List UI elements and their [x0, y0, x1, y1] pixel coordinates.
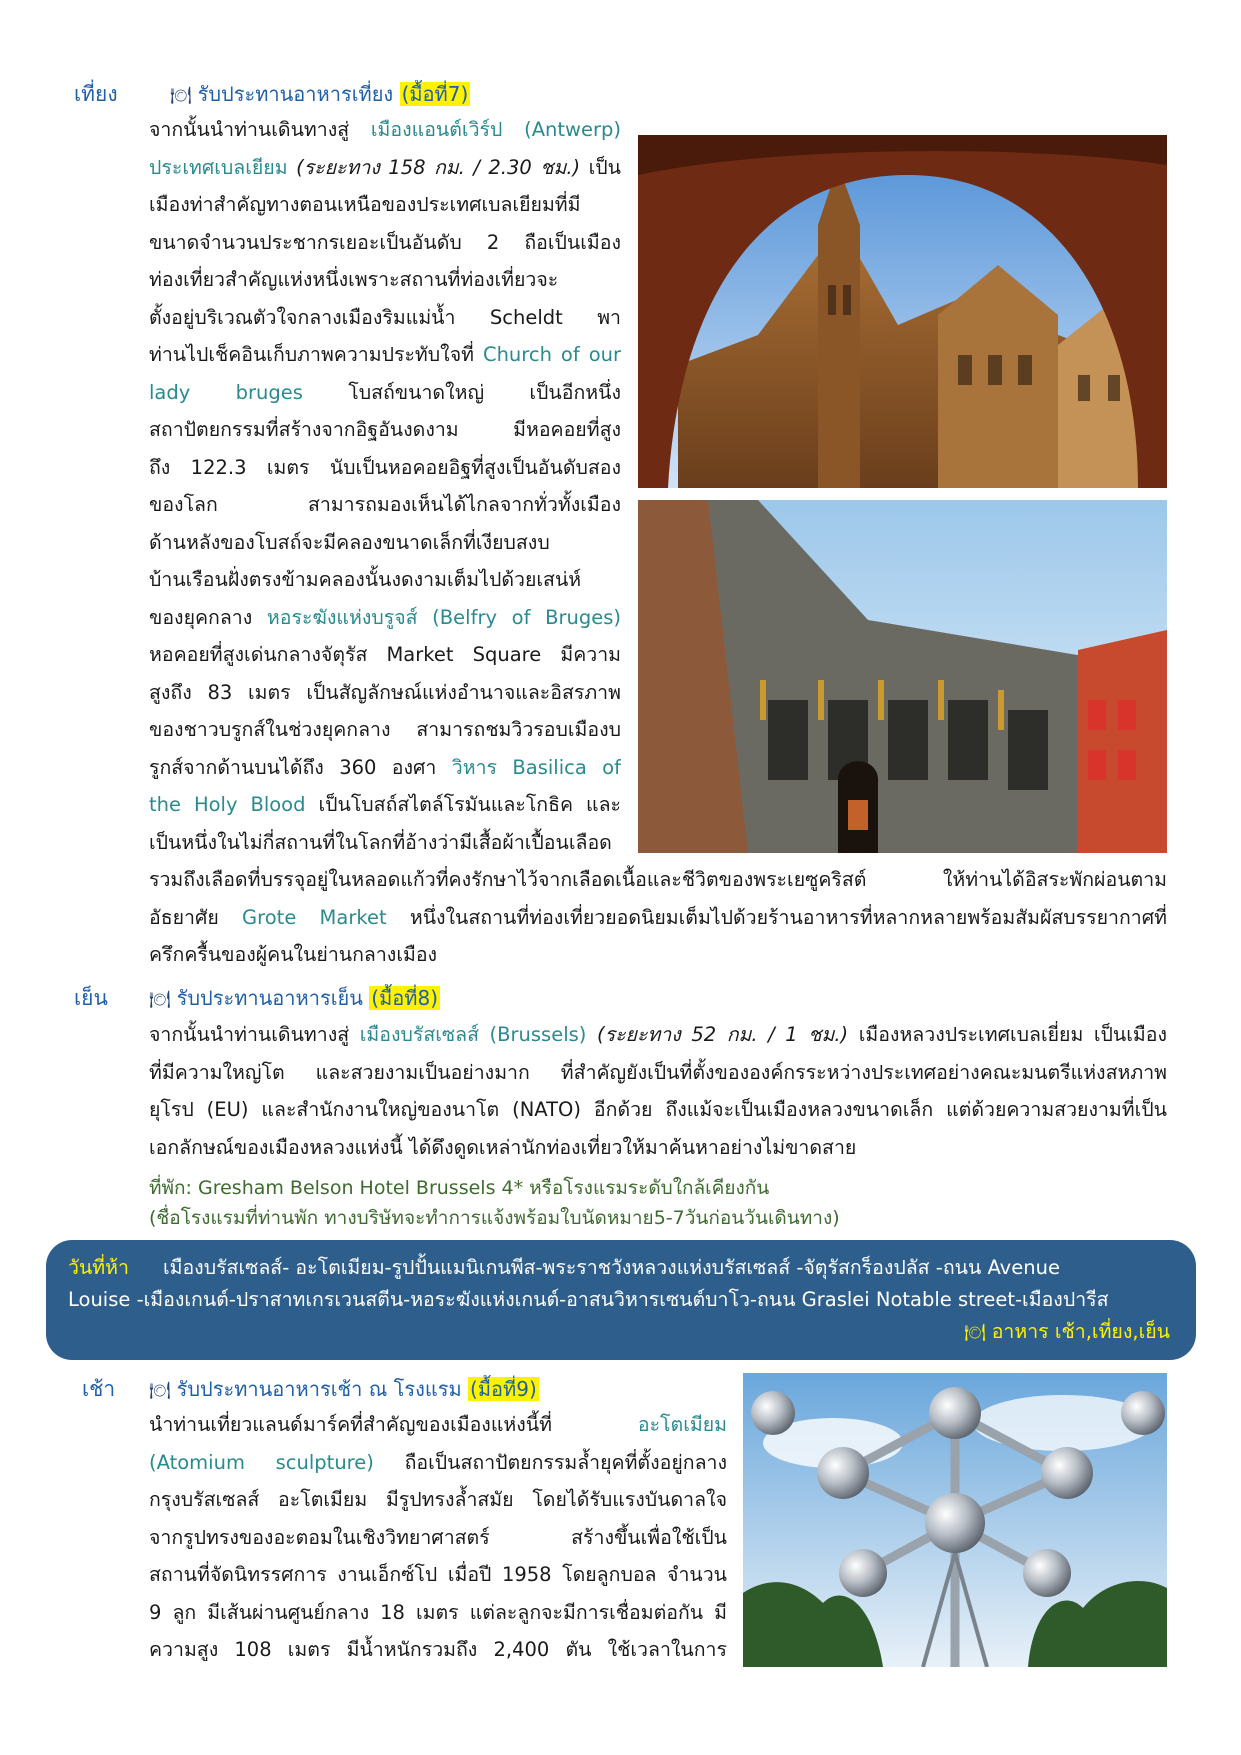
- text-line: จากนั้นนำท่านเดินทางสู่ เมืองบรัสเซลส์ (Brussels) (ระยะทาง 52 กม. / 1 ชม.) เมืองหลวงประเทศเบลเยี่ยม เป็นเมือง: [149, 1023, 1167, 1046]
- text-line: ของโลก สามารถมองเห็นได้ไกลจากทั่วทั้งเมือง: [149, 493, 621, 516]
- text-line: ตั้งอยู่บริเวณตัวใจกลางเมืองริมแม่น้ำ Scheldt พา: [149, 305, 621, 329]
- text-line: ความสูง 108 เมตร มีน้ำหนักรวมถึง 2,400 ตัน ใช้เวลาในการ: [149, 1638, 727, 1661]
- text-line: ของชาวบรูกส์ในช่วงยุคกลาง สามารถชมวิวรอบเมืองบ: [149, 718, 621, 741]
- text-line: นำท่านเที่ยวแลนด์มาร์คที่สำคัญของเมืองแห่งนี้ที่ อะโตเมียม: [149, 1413, 727, 1436]
- day-label: วันที่ห้า: [68, 1256, 129, 1279]
- text-line: เป็นหนึ่งในไม่กี่สถานที่ในโลกที่อ้างว่ามีเสื้อผ้าเปื้อนเลือด: [149, 830, 612, 854]
- atomium-photo: [743, 1373, 1167, 1667]
- meal-number: (มื้อที่9): [470, 1377, 537, 1401]
- text-line: สถาปัตยกรรมที่สร้างจากอิฐอันงดงาม มีหอคอยที่สูง: [149, 418, 621, 441]
- hotel-note: (ชื่อโรงแรมที่ท่านพัก ทางบริษัทจะทำการแจ้งพร้อมใบนัดหมาย5-7วันก่อนวันเดินทาง): [149, 1207, 840, 1229]
- text-line: เอกลักษณ์ของเมืองหลวงแห่งนี้ ได้ดึงดูดเหล่านักท่องเที่ยวให้มาค้นหาอย่างไม่ขาดสาย: [149, 1135, 857, 1159]
- meal-title: รับประทานอาหารเที่ยง: [197, 82, 394, 106]
- text-line: ครึกครื้นของผู้คนในย่านกลางเมือง: [149, 943, 438, 966]
- text-line: (Atomium sculpture) ถือเป็นสถาปัตยกรรมล้ำยุคที่ตั้งอยู่กลาง: [149, 1450, 727, 1474]
- hotel-info: [149, 1173, 840, 1233]
- meal-number: (มื้อที่8): [371, 986, 438, 1010]
- meal-heading-breakfast: [149, 1373, 539, 1405]
- text-line: หอคอยที่สูงเด่นกลางจัตุรัส Market Square มีความ: [149, 643, 621, 666]
- time-label-dinner: เย็น: [74, 986, 108, 1010]
- plate-cutlery-icon: 🍽: [149, 1381, 171, 1401]
- time-label-lunch: เที่ยง: [74, 82, 118, 106]
- text-line: จากรูปทรงของอะตอมในเชิงวิทยาศาสตร์ สร้างขึ้นเพื่อใช้เป็น: [149, 1525, 727, 1549]
- text-line: บ้านเรือนฝั่งตรงข้ามคลองนั้นงดงามเต็มไปด้วยเสน่ห์: [149, 568, 582, 591]
- text-line: กรุงบรัสเซลส์ อะโตเมียม มีรูปทรงล้ำสมัย โดยได้รับแรงบันดาลใจ: [149, 1488, 727, 1511]
- text-line: 9 ลูก มีเส้นผ่านศูนย์กลาง 18 เมตร แต่ละลูกจะมีการเชื่อมต่อกัน มี: [149, 1600, 727, 1624]
- text-line: ยุโรป (EU) และสำนักงานใหญ่ของนาโต (NATO) อีกด้วย ถึงแม้จะเป็นเมืองหลวงขนาดเล็ก แต่ด้วยความสวยงามที่เป็น: [149, 1098, 1167, 1121]
- breakfast-description: [149, 1406, 727, 1669]
- text-line: ประเทศเบลเยียม (ระยะทาง 158 กม. / 2.30 ชม.) เป็น: [149, 155, 621, 179]
- route-line-1: เมืองบรัสเซลส์- อะโตเมียม-รูปปั้นแมนิเกนพีส-พระราชวังหลวงแห่งบรัสเซลส์ -จัตุรัสกร็องปลัส -ถนน Avenue: [162, 1256, 1060, 1279]
- text-line: สูงถึง 83 เมตร เป็นสัญลักษณ์แห่งอำนาจและอิสรภาพ: [149, 680, 621, 704]
- plate-cutlery-icon: 🍽: [964, 1323, 986, 1343]
- text-line: เมืองท่าสำคัญทางตอนเหนือของประเทศเบลเยียมที่มี: [149, 193, 581, 216]
- text-line: ด้านหลังของโบสถ์จะมีคลองขนาดเล็กที่เงียบสงบ: [149, 530, 550, 554]
- church-of-our-lady-photo: [638, 135, 1167, 488]
- text-line: รวมถึงเลือดที่บรรจุอยู่ในหลอดแก้วที่คงรักษาไว้จากเลือดเนื้อและชีวิตของพระเยซูคริสต์ ให้ท่านได้อิสระพักผ่อนตาม: [149, 868, 1167, 891]
- text-line: จากนั้นนำท่านเดินทางสู่ เมืองแอนต์เวิร์ป (Antwerp): [149, 118, 621, 141]
- text-line: lady bruges โบสถ์ขนาดใหญ่ เป็นอีกหนึ่ง: [149, 380, 621, 404]
- text-line: ถึง 122.3 เมตร นับเป็นหอคอยอิฐที่สูงเป็นอันดับสอง: [149, 455, 621, 479]
- day-meals: อาหาร เช้า,เที่ยง,เย็น: [991, 1320, 1170, 1343]
- text-line: the Holy Blood เป็นโบสถ์สไตล์โรมันและโกธิค และ: [149, 793, 621, 816]
- meal-number: (มื้อที่7): [401, 82, 469, 106]
- meal-title: รับประทานอาหารเย็น: [176, 986, 363, 1010]
- plate-cutlery-icon: 🍽: [170, 86, 192, 106]
- text-line: ท่องเที่ยวสำคัญแห่งหนึ่งเพราะสถานที่ท่องเที่ยวจะ: [149, 268, 559, 291]
- day-five-banner: [46, 1240, 1196, 1360]
- text-line: ขนาดจำนวนประชากรเยอะเป็นอันดับ 2 ถือเป็นเมือง: [149, 230, 621, 254]
- text-line: ที่มีความใหญ่โต และสวยงามเป็นอย่างมาก ที่สำคัญยังเป็นที่ตั้งขององค์กรระหว่างประเทศอย่างคณะมนตรีแห่งสหภาพ: [149, 1060, 1167, 1084]
- basilica-holy-blood-photo: [638, 500, 1167, 853]
- lunch-description: [149, 111, 621, 861]
- lunch-description-continued: [149, 861, 1167, 974]
- text-line: อัธยาศัย Grote Market หนึ่งในสถานที่ท่องเที่ยวยอดนิยมเต็มไปด้วยร้านอาหารที่หลากหลายพร้อมสัมผัสบรรยากาศที่: [149, 905, 1167, 929]
- route-line-2: Louise -เมืองเกนต์-ปราสาทเกรเวนสตีน-หอระฆังแห่งเกนต์-อาสนวิหารเซนต์บาโว-ถนน Graslei Notable street-เมืองปารีส: [68, 1288, 1109, 1311]
- text-line: รูกส์จากด้านบนได้ถึง 360 องศา วิหาร Basilica of: [149, 755, 621, 779]
- hotel-line: ที่พัก: Gresham Belson Hotel Brussels 4* หรือโรงแรมระดับใกล้เคียงกัน: [149, 1177, 770, 1199]
- text-line: สถานที่จัดนิทรรศการ งานเอ็กซ์โป เมื่อปี 1958 โดยลูกบอล จำนวน: [149, 1563, 727, 1586]
- dinner-description: [149, 1016, 1167, 1166]
- meal-heading-dinner: [149, 982, 440, 1014]
- meal-title: รับประทานอาหารเช้า ณ โรงแรม: [176, 1377, 462, 1401]
- text-line: ของยุคกลาง หอระฆังแห่งบรูจส์ (Belfry of Bruges): [149, 605, 621, 629]
- time-label-breakfast: เช้า: [82, 1377, 116, 1401]
- meal-heading-lunch: [170, 78, 470, 110]
- plate-cutlery-icon: 🍽: [149, 990, 171, 1010]
- text-line: ท่านไปเช็คอินเก็บภาพความประทับใจที่ Church of our: [149, 343, 621, 366]
